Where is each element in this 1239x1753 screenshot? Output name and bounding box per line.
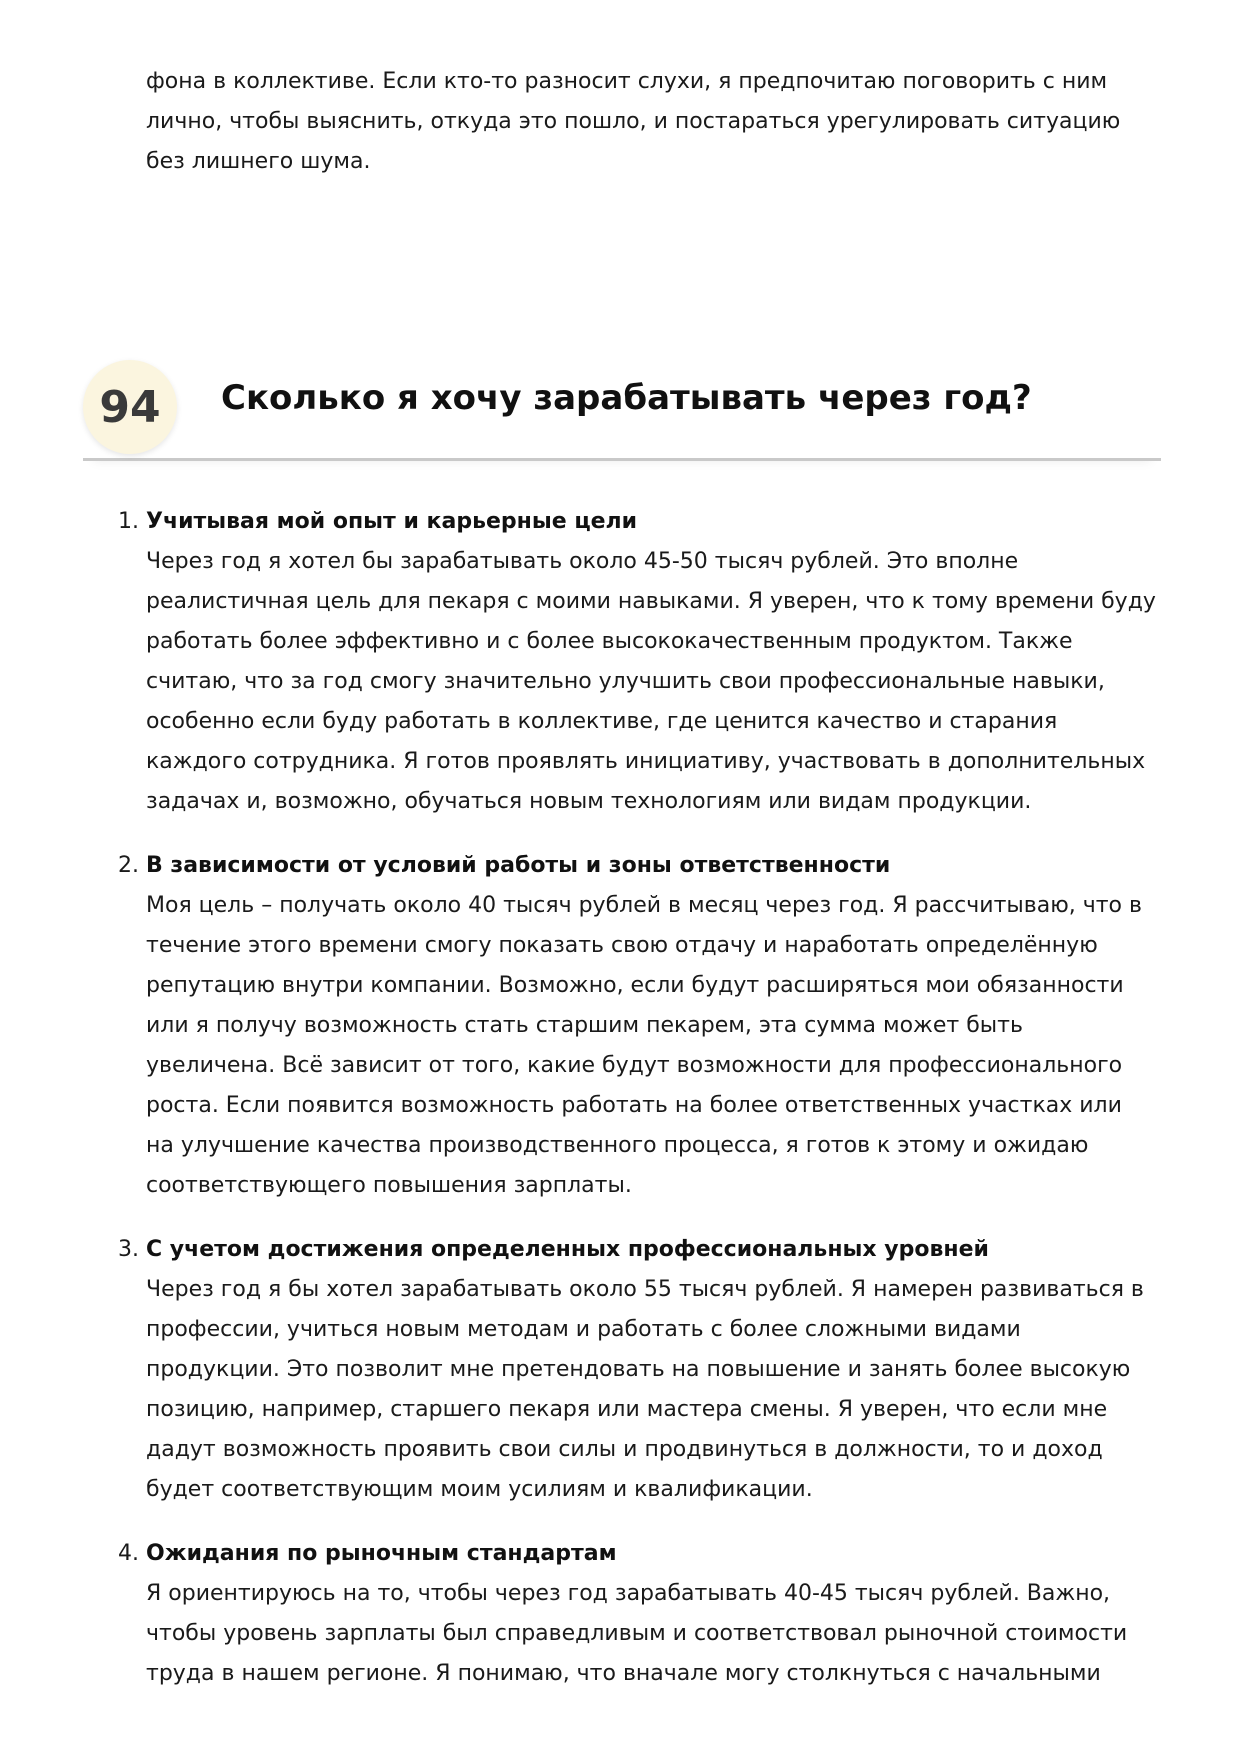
section-header: [83, 360, 1161, 461]
answer-title: Ожидания по рыночным стандартам: [146, 1541, 617, 1566]
answer-title: С учетом достижения определенных профессиональных уровней: [146, 1237, 989, 1262]
answer-number: 4.: [118, 1541, 139, 1566]
answer-text: Моя цель – получать около 40 тысяч рублей в месяц через год. Я рассчитываю, что в течение этого времени смогу показать свою отдачу и наработать определённую репутацию внутри компании. Возможно, если будут расширяться мои обязанности или я получу возможность стать старшим пекарем, эта сумма может быть увеличена. Всё зависит от того, какие будут возможности для профессионального роста. Если появится возможность работать на более ответственных участках или на улучшение качества производственного процесса, я готов к этому и ожидаю соответствующего повышения зарплаты.: [146, 893, 1142, 1198]
answer-text: Я ориентируюсь на то, чтобы через год зарабатывать 40-45 тысяч рублей. Важно, чтобы уровень зарплаты был справедливым и соответствовал рыночной стоимости труда в нашем регионе. Я понимаю, что вначале могу столкнуться с начальными: [146, 1581, 1128, 1686]
answer-item: [118, 846, 1156, 1206]
answer-title: Учитывая мой опыт и карьерные цели: [146, 509, 638, 534]
answer-text: Через год я хотел бы зарабатывать около 45-50 тысяч рублей. Это вполне реалистичная цель для пекаря с моими навыками. Я уверен, что к тому времени буду работать более эффективно и с более высококачественным продуктом. Также считаю, что за год смогу значительно улучшить свои профессиональные навыки, особенно если буду работать в коллективе, где ценится качество и старания каждого сотрудника. Я готов проявлять инициативу, участвовать в дополнительных задачах и, возможно, обучаться новым технологиям или видам продукции.: [146, 549, 1156, 814]
answer-title: В зависимости от условий работы и зоны ответственности: [146, 853, 891, 878]
answer-item: [118, 1534, 1156, 1694]
section-number-badge: 94: [83, 360, 177, 454]
section-title: Сколько я хочу зарабатывать через год?: [221, 378, 1032, 418]
answer-number: 1.: [118, 509, 139, 534]
answer-list: [118, 502, 1156, 1718]
answer-item: [118, 502, 1156, 822]
answer-number: 3.: [118, 1237, 139, 1262]
answer-item: [118, 1230, 1156, 1510]
intro-paragraph: фона в коллективе. Если кто-то разносит слухи, я предпочитаю поговорить с ним лично, чтобы выяснить, откуда это пошло, и постараться урегулировать ситуацию без лишнего шума.: [146, 69, 1121, 174]
answer-text: Через год я бы хотел зарабатывать около 55 тысяч рублей. Я намерен развиваться в профессии, учиться новым методам и работать с более сложными видами продукции. Это позволит мне претендовать на повышение и занять более высокую позицию, например, старшего пекаря или мастера смены. Я уверен, что если мне дадут возможность проявить свои силы и продвинуться в должности, то и доход будет соответствующим моим усилиям и квалификации.: [146, 1277, 1144, 1502]
answer-number: 2.: [118, 853, 139, 878]
